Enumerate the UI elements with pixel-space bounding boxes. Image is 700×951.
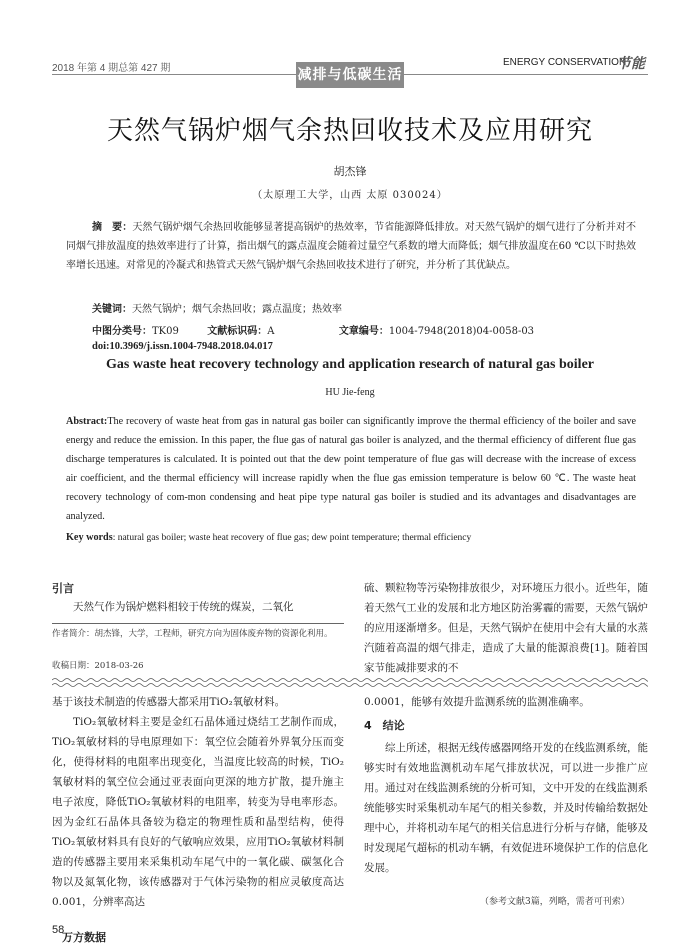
lower-left-first-line: 基于该技术制造的传感器大都采用TiO₂氧敏材料。 [52, 696, 286, 708]
references-note: （参考文献3篇，列略，需者可刊索） [480, 897, 630, 907]
article-author: 胡杰锋 [333, 165, 367, 178]
wavy-separator [52, 676, 648, 688]
intro-paragraph: 天然气作为锅炉燃料相较于传统的煤炭，二氧化 [73, 601, 294, 613]
conclusion-heading: 4 结论 [364, 719, 405, 732]
keywords-text: 天然气锅炉；烟气余热回收；露点温度；热效率 [132, 304, 342, 315]
intro-right-paragraph: 硫、颗粒物等污染物排放很少，对环境压力很小。近些年，随着天然气工业的发展和北方地区防治雾霾的需要，天然气锅炉的应用逐渐增多。但是，天然气锅炉在使用中会有大量的水蒸汽随着高温的烟气排走，造成了大量的能源浪费[1]。随着国家节能减排要求的不 [364, 582, 648, 674]
doccode-label: 文献标识码： [207, 326, 268, 337]
lower-left-paragraph: TiO₂氧敏材料主要是金红石晶体通过烧结工艺制作而成，TiO₂氧敏材料的导电原理如下：氧空位会随着外界氧分压而变化，使得材料的电阻率出现变化，当温度比较高的时候，TiO₂氧敏材料的氧空位会通过亚表面向更深的地方扩散，提升施主电子浓度，降低TiO₂氧敏材料的电阻率，转变为导电率形态。因为金红石晶体具备较为稳定的物理性质和晶型结构，使得TiO₂氧敏材料具有良好的气敏响应效果，应用TiO₂氧敏材料制造的传感器主要用来采集机动车尾气中的一氧化碳、碳氢化合物以及氮氧化物，该传感器对于气体污染物的相应灵敏度高达0.001，分辨率高达 [52, 716, 344, 908]
doccode-value: A [267, 326, 275, 337]
keywords-label: 关键词： [92, 304, 132, 315]
journal-logo: 节能 [617, 56, 645, 72]
english-title: Gas waste heat recovery technology and application research of natural gas boiler [105, 357, 595, 372]
journal-issue-label: 2018 年第 4 期总第 427 期 [52, 63, 171, 74]
page-number: 58 [52, 924, 65, 936]
chinese-keywords [92, 300, 342, 319]
articleno-value: 1004-7948(2018)04-0058-03 [388, 326, 535, 337]
article-title: 天然气锅炉烟气余热回收技术及应用研究 [106, 116, 593, 146]
articleno-label: 文章编号： [338, 326, 389, 337]
abstract-label: 摘 要： [92, 222, 133, 233]
clc-label: 中图分类号： [92, 326, 152, 337]
english-keywords [66, 528, 636, 548]
english-abstract-text: The recovery of waste heat from gas in natural gas boiler can significantly improve the thermal efficiency of the boiler and save energy and reduce the emission. In this paper, the flue gas of natural gas boiler is analyzed, and the thermal efficiency of different flue gas discharge temperatures is calculated. It is pointed out that the dew point temperature of flue gas will decrease with the increase of excess air coefficient, and the thermal efficiency will increase rapidly when the flue gas emission temperature is below 60 ℃. The waste heat recovery technology of com-mon condensing and heat pipe type natural gas boiler is studied and its advantages and disadvantages are analyzed. [66, 416, 636, 522]
clc-value: TK09 [152, 326, 179, 337]
english-keywords-label: Key words [66, 532, 113, 543]
conclusion-paragraph: 综上所述，根据无线传感器网络开发的在线监测系统，能够实时有效地监测机动车尾气排放状况，可以进一步推广应用。通过对在线监测系统的分析可知，文中开发的在线监测系统能够实时采集机动车尾气的相关参数，并及时传输给数据处理中心，并将机动车尾气的相关信息进行分析与存储，能够及时发现尾气超标的机动车辆，有效促进环境保护工作的信息化发展。 [364, 742, 648, 874]
english-abstract-label: Abstract: [66, 416, 108, 427]
author-affiliation: （太原理工大学，山西 太原 030024） [252, 190, 448, 201]
footnote-rule [52, 623, 344, 624]
english-author: HU Jie-feng [325, 387, 375, 398]
doi-line[interactable]: doi:10.3969/j.issn.1004-7948.2018.04.017 [92, 341, 273, 352]
journal-name-en: ENERGY CONSERVATION [503, 57, 627, 68]
english-abstract [66, 412, 636, 526]
chinese-abstract [66, 218, 636, 275]
section-banner: 减排与低碳生活 [296, 62, 404, 88]
author-note: 作者简介：胡杰锋，大学，工程师，研究方向为固体废弃物的资源化利用。 [52, 629, 333, 639]
english-keywords-text: : natural gas boiler; waste heat recovery of flue gas; dew point temperature; thermal efficiency [112, 533, 472, 543]
intro-heading: 引言 [52, 582, 74, 595]
abstract-text: 天然气锅炉烟气余热回收能够显著提高锅炉的热效率，节省能源降低排放。对天然气锅炉的烟气进行了分析并对不同烟气排放温度的热效率进行了计算，指出烟气的露点温度会随着过量空气系数的增大而降低；烟气排放温度在60 ℃以下时热效率增长迅速。对常见的冷凝式和热管式天然气锅炉烟气余热回收技术进行了研究，并分析了其优缺点。 [66, 222, 637, 271]
footer-brand: 万方数据 [62, 931, 106, 944]
lower-right-first-line: 0.0001，能够有效提升监测系统的监测准确率。 [364, 696, 590, 708]
classification-line [92, 322, 534, 337]
received-date: 收稿日期：2018-03-26 [52, 661, 144, 671]
